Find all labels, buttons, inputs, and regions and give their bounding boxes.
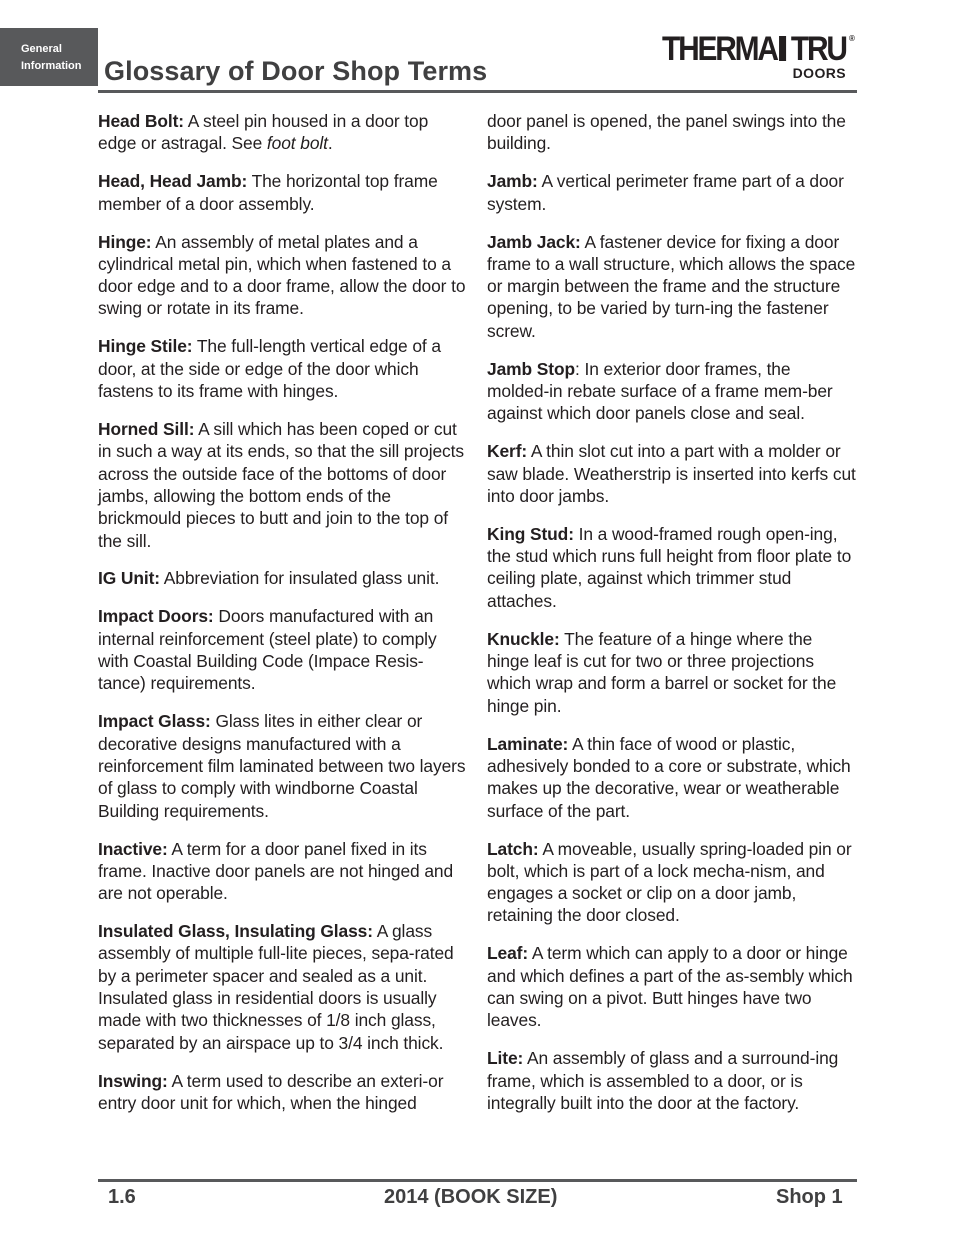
glossary-term: Jamb Jack: [487, 231, 581, 252]
glossary-column-left [98, 110, 470, 1130]
glossary-definition: A moveable, usually spring-loaded pin or bolt, which is part of a lock mecha-nism, and engages a socket or clip on a door jamb, retaining the door closed. [487, 838, 852, 926]
glossary-term: Insulated Glass, Insulating Glass: [98, 921, 373, 942]
glossary-definition: A glass assembly of multiple full-lite pieces, sepa-rated by a perimeter spacer and sealed as a unit. Insulated glass in residential doors is usually made with two thicknesses of 1/8 inch glass, separated by an airspace up to 3/4 inch thick. [98, 921, 454, 1053]
glossary-cross-reference: foot bolt [266, 133, 328, 154]
logo-subtitle: DOORS [792, 65, 846, 81]
glossary-term: King Stud: [487, 523, 574, 544]
glossary-term: Kerf: [487, 441, 528, 462]
glossary-definition: An assembly of metal plates and a cylindrical metal pin, which when fastened to a door edge and to a door frame, allow the door to swing or rotate in its frame. [98, 231, 466, 319]
glossary-term: Impact Glass: [98, 711, 211, 732]
glossary-term: Inswing: [98, 1070, 168, 1091]
glossary-definition: A term used to describe an exteri-or entry door unit for which, when the hinged [98, 1070, 444, 1113]
glossary-entry [98, 110, 470, 155]
glossary-definition: door panel is opened, the panel swings into the building. [487, 111, 846, 154]
glossary-definition: A fastener device for fixing a door frame to a wall structure, which allows the space or margin between the frame and the structure opening, to be varied by turn-ing the fastener screw. [487, 231, 856, 341]
glossary-entry [487, 628, 857, 717]
logo-word-right: TRU [790, 30, 846, 68]
glossary-term: Knuckle: [487, 628, 560, 649]
logo-bar-icon [779, 36, 786, 61]
glossary-entry [487, 110, 857, 155]
glossary-definition: In a wood-framed rough open-ing, the stud which runs full height from floor plate to ceiling plate, against which trimmer stud attaches. [487, 523, 852, 611]
glossary-term: Jamb: [487, 171, 538, 192]
glossary-definition: The full-length vertical edge of a door, at the side or edge of the door which fastens to its frame with hinges. [98, 336, 441, 402]
glossary-definition: A term which can apply to a door or hinge and which defines a part of the as-sembly which can swing on a pivot. Butt hinges have two leaves. [487, 943, 853, 1031]
glossary-entry [98, 710, 470, 821]
glossary-term: IG Unit: [98, 568, 160, 589]
glossary-term: Jamb Stop [487, 358, 575, 379]
glossary-entry [487, 942, 857, 1031]
glossary-entry [98, 335, 470, 402]
glossary-definition: An assembly of glass and a surround-ing frame, which is assembled to a door, or is integrally built into the door at the factory. [487, 1048, 839, 1113]
logo-word-left: THERMA [662, 30, 777, 68]
page-title: Glossary of Door Shop Terms [104, 56, 488, 86]
glossary-definition: Doors manufactured with an internal reinforcement (steel plate) to comply with Coastal Building Code (Impace Resis-tance) requirements. [98, 606, 437, 694]
glossary-definition: The feature of a hinge where the hinge leaf is cut for two or three projections which wrap and form a barrel or socket for the hinge pin. [487, 628, 837, 716]
glossary-entry [487, 733, 857, 822]
glossary-entry [98, 838, 470, 905]
glossary-definition: A term for a door panel fixed in its frame. Inactive door panels are not hinged and are not operable. [98, 838, 454, 904]
glossary-term: Inactive: [98, 838, 168, 859]
glossary-entry [98, 418, 470, 552]
glossary-term: Leaf: [487, 943, 529, 964]
glossary-entry [487, 838, 857, 927]
glossary-entry [98, 1070, 470, 1115]
glossary-definition: : In exterior door frames, the molded-in rebate surface of a frame mem-ber against which door panels close and seal. [487, 358, 833, 424]
glossary-definition: A sill which has been coped or cut in such a way at its ends, so that the sill projects across the outside face of the bottoms of door jambs, allowing the bottom ends of the brickmould pieces to butt and join to the top of the sill. [98, 419, 464, 551]
glossary-entry [98, 605, 470, 694]
glossary-definition: A steel pin housed in a door top edge or astragal. See [98, 111, 429, 154]
glossary-entry [487, 1047, 857, 1114]
footer-rule [98, 1179, 857, 1182]
glossary-entry [487, 170, 857, 215]
footer-edition: 2014 (BOOK SIZE) [384, 1186, 558, 1208]
glossary-term: Laminate: [487, 733, 569, 754]
glossary-definition: Abbreviation for insulated glass unit. [160, 568, 440, 589]
glossary-term: Latch: [487, 838, 539, 859]
section-tab-line2: Information [21, 60, 82, 72]
glossary-entry [487, 440, 857, 507]
section-tab-general-information [0, 28, 98, 86]
glossary-column-right [487, 110, 857, 1130]
glossary-entry [98, 920, 470, 1054]
section-tab-line1: General [21, 43, 62, 55]
glossary-term: Head Bolt: [98, 111, 184, 131]
glossary-term: Hinge: [98, 231, 152, 252]
glossary-term: Lite: [487, 1048, 524, 1069]
glossary-entry [98, 231, 470, 320]
glossary-entry [487, 231, 857, 342]
therma-tru-logo [662, 32, 858, 82]
footer-page-number: 1.6 [108, 1186, 136, 1208]
glossary-term: Horned Sill: [98, 419, 195, 440]
glossary-entry [98, 170, 470, 215]
glossary-entry [487, 523, 857, 612]
glossary-definition: A thin slot cut into a part with a molder or saw blade. Weatherstrip is inserted into kerfs cut into door jambs. [487, 441, 856, 506]
glossary-definition: The horizontal top frame member of a door assembly. [98, 171, 438, 214]
glossary-entry [487, 358, 857, 425]
header-rule [98, 90, 857, 93]
glossary-term: Impact Doors: [98, 606, 214, 627]
glossary-definition: A thin face of wood or plastic, adhesively bonded to a core or substrate, which makes up the decorative, wear or weatherable surface of the part. [487, 733, 851, 821]
glossary-term: Head, Head Jamb: [98, 171, 248, 192]
logo-registered-mark: ® [849, 34, 855, 43]
footer-section: Shop 1 [776, 1186, 843, 1208]
glossary-definition: A vertical perimeter frame part of a door system. [487, 171, 844, 214]
glossary-definition-tail: . [327, 133, 333, 154]
glossary-definition: Glass lites in either clear or decorative designs manufactured with a reinforcement film laminated between two layers of glass to comply with windborne Coastal Building requirements. [98, 711, 466, 821]
glossary-term: Hinge Stile: [98, 336, 193, 357]
glossary-entry [98, 567, 470, 589]
